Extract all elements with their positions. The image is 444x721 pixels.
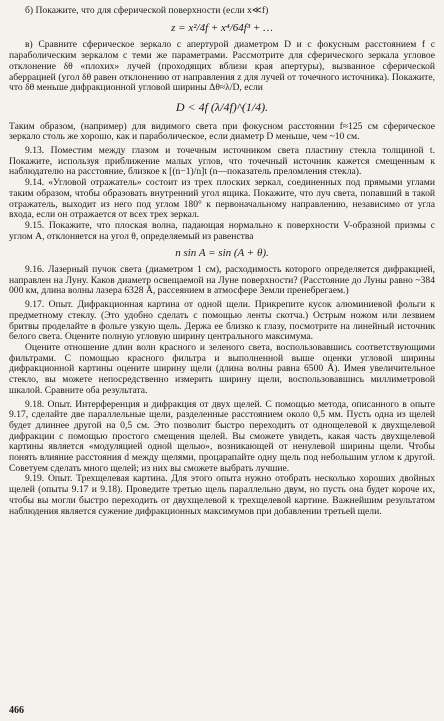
part-b-statement: б) Покажите, что для сферической поверхности (если x≪f) (25, 5, 269, 16)
aperture-condition-formula: D < 4f (λ/4f)^(1/4). (175, 99, 269, 114)
problem-9-17-continued: Оцените отношение длин волн красного и зеленого света, воспользовавшись соответствующими фильтрами. С помощью красного фильтра и выполненной выше оценки угловой ширины дифракционной картины оцените ширину щели (длина волны равна 6500 Å). Имея увеличительное стекло, вы можете непосредственно измерить ширину щели, воспользовавшись миллиметровой шкалой. Сравните оба результата. (9, 341, 435, 396)
prism-deflection-formula: n sin A = sin (A + θ). (175, 247, 269, 260)
page-number: 466 (9, 705, 24, 716)
problem-9-19: 9.19. Опыт. Трехщелевая картина. Для этого опыта нужно отобрать несколько хороших двойных щелей (опыты 9.17 и 9.18). Проведите третью щель параллельно двум, но пусть она будет короче их, чтобы вы могли быстро переходить от двухщелевой к трехщелевой картине. Важнейшим результатом наблюдения является сужение дифракционных максимумов при добавлении третьей щели. (9, 473, 435, 517)
problem-9-18: 9.18. Опыт. Интерференция и дифракция от двух щелей. С помощью метода, описанного в опыте 9.17, сделайте две параллельные щели, разделенные расстоянием около 0,5 мм. Пусть одна из щелей будет длиннее другой на 0,5 см. Это позволит быстро переходить от однощелевой к двухщелевой дифракции с помощью простого смещения щелей. Вы сможете увидеть, какая часть двухщелевой картины является «модуляцией одной щелью», возникающей от ненулевой ширины щели. Чтобы понять влияние расстояния d между щелями, процарапайте одну щель под небольшим углом к другой. Советуем сделать много щелей; из них вы сможете выбрать лучшие. (9, 398, 435, 474)
part-c-statement: в) Сравните сферическое зеркало с апертурой диаметром D и с фокусным расстоянием f с параболическим зеркалом с теми же параметрами. Рассмотрите для сферического зеркала угловое отклонение δθ «плохих» лучей (проходящих вблизи края апертуры), вызванное сферической аберрацией (угол δθ равен отклонению от направления z для лучей от точечного источника). Покажите, что δθ меньше дифракционной угловой ширины Δθ≈λ/D, если (9, 39, 435, 94)
problem-9-15: 9.15. Покажите, что плоская волна, падающая нормально к поверхности V-образной призмы с углом A, отклоняется на угол θ, определяемый из равенства (9, 219, 435, 242)
sphere-surface-formula: z = x²/4f + x⁴/64f³ + … (171, 21, 273, 34)
problem-9-17: 9.17. Опыт. Дифракционная картина от одной щели. Прикрепите кусок алюминиевой фольги к предметному стеклу. (Это удобно сделать с помощью ленты скотча.) Острым ножом или лезвием бритвы проделайте в фольге узкую щель. Держа ее близко к глазу, посмотрите на линейный источник белого света. Оцените полную угловую ширину центрального максимума. (9, 299, 435, 343)
problem-9-16: 9.16. Лазерный пучок света (диаметром 1 см), расходимость которого определяется дифракцией, направлен на Луну. Каков диаметр освещаемой на Луне поверхности? (Расстояние до Луны равно ~384 000 км, длина волны лазера 6328 Å, рассеянием в атмосфере Земли пренебрегаем.) (9, 264, 435, 297)
mirror-conclusion: Таким образом, (например) для видимого света при фокусном расстоянии f≈125 см сферическое зеркало столь же хорошо, как и параболическое, если диаметр D меньше, чем ~10 см. (9, 120, 435, 143)
problem-9-14: 9.14. «Угловой отражатель» состоит из трех плоских зеркал, соединенных под прямыми углами таким образом, чтобы образовать внутренний угол ящика. Покажите, что луч света, попавший в такой отражатель, выходит из него под углом 180° к первоначальному направлению, независимо от угла входа, если он отражается от всех трех зеркал. (9, 177, 435, 221)
problem-9-13: 9.13. Поместим между глазом и точечным источником света пластину стекла толщиной t. Покажите, используя приближение малых углов, что точечный источник кажется смещенным к наблюдателю на расстояние, близкое к [(n−1)/n]t (n—показатель преломления стекла). (9, 145, 435, 178)
